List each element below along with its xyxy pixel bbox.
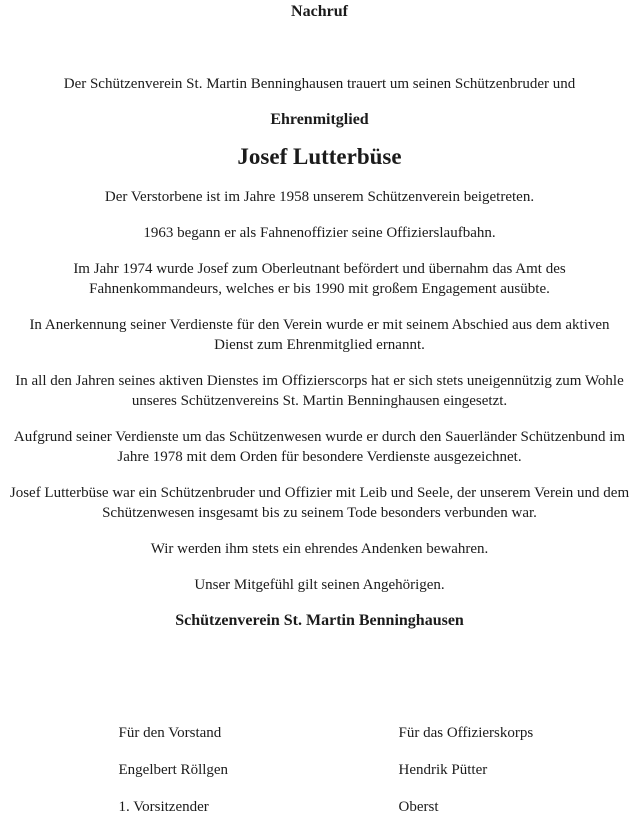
signature-right-role: Oberst xyxy=(398,799,439,815)
signature-left-heading: Für den Vorstand xyxy=(118,725,222,741)
page-title: Nachruf xyxy=(291,3,348,20)
paragraph-order-1978: Aufgrund seiner Verdienste um das Schützenwesen wurde er durch den Sauerländer Schützenbund im Jahre 1978 mit dem Orden für besondere Verdienste ausgezeichnet. xyxy=(13,429,626,465)
signature-columns xyxy=(9,723,631,817)
paragraph-joined-1958: Der Verstorbene ist im Jahre 1958 unserem Schützenverein beigetreten. xyxy=(104,189,535,205)
paragraph-remembrance: Wir werden ihm stets ein ehrendes Andenken bewahren. xyxy=(150,541,489,557)
paragraph-service-dedication: In all den Jahren seines aktiven Dienstes im Offizierscorps hat er sich stets uneigennützig zum Wohle unseres Schützenvereins St. Martin Benninghausen eingesetzt. xyxy=(15,373,624,409)
paragraph-promotion-1974: Im Jahr 1974 wurde Josef zum Oberleutnant befördert und übernahm das Amt des Fahnenkommandeurs, welches er bis 1990 mit großem Engagement ausübte. xyxy=(73,261,566,297)
honor-label: Ehrenmitglied xyxy=(270,111,369,128)
signature-left-vorstand xyxy=(119,723,399,817)
paragraph-honorary-member: In Anerkennung seiner Verdienste für den Verein wurde er mit seinem Abschied aus dem aktiven Dienst zum Ehrenmitglied ernannt. xyxy=(29,317,610,353)
signature-right-name: Hendrik Pütter xyxy=(398,762,488,778)
paragraph-career-1963: 1963 begann er als Fahnenoffizier seine Offizierslaufbahn. xyxy=(143,225,496,241)
closing-association-name: Schützenverein St. Martin Benninghausen xyxy=(175,612,464,629)
signature-left-name: Engelbert Röllgen xyxy=(118,762,229,778)
paragraph-devotion: Josef Lutterbüse war ein Schützenbruder und Offizier mit Leib und Seele, der unserem Verein und dem Schützenwesen insgesamt bis zu seinem Tode besonders verbunden war. xyxy=(9,485,630,521)
paragraph-condolence: Unser Mitgefühl gilt seinen Angehörigen. xyxy=(194,577,445,593)
signature-left-role: 1. Vorsitzender xyxy=(118,799,209,815)
signature-right-heading: Für das Offizierskorps xyxy=(398,725,534,741)
document-body xyxy=(9,2,631,817)
signature-right-offizierskorps xyxy=(399,723,534,817)
deceased-name: Josef Lutterbüse xyxy=(237,144,402,169)
intro-line: Der Schützenverein St. Martin Benninghausen trauert um seinen Schützenbruder und xyxy=(63,76,576,92)
